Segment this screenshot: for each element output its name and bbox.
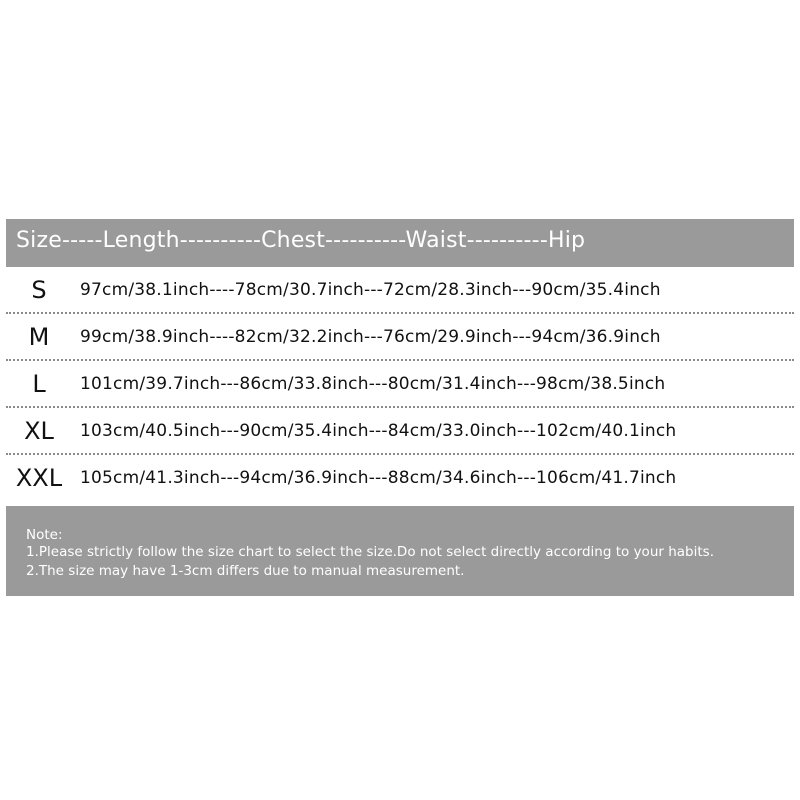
size-label: XL — [24, 417, 54, 445]
size-chart-header-text: Size-----Length----------Chest----------Waist----------Hip — [16, 228, 586, 253]
size-row-s — [6, 268, 794, 314]
row-divider — [6, 312, 794, 314]
size-measurements: 97cm/38.1inch----78cm/30.7inch---72cm/28.3inch---90cm/35.4inch — [80, 280, 661, 300]
row-divider — [6, 359, 794, 361]
size-label: S — [31, 276, 47, 304]
row-divider — [6, 406, 794, 408]
size-row-m — [6, 315, 794, 361]
size-measurements: 101cm/39.7inch---86cm/33.8inch---80cm/31.4inch---98cm/38.5inch — [80, 374, 666, 394]
note-line-1: 1.Please strictly follow the size chart to select the size.Do not select directly according to your habits. — [26, 544, 714, 560]
row-divider — [6, 453, 794, 455]
note-title: Note: — [26, 527, 63, 543]
size-measurements: 105cm/41.3inch---94cm/36.9inch---88cm/34.6inch---106cm/41.7inch — [80, 468, 677, 488]
size-chart-header — [6, 219, 794, 267]
size-measurements: 99cm/38.9inch----82cm/32.2inch---76cm/29.9inch---94cm/36.9inch — [80, 327, 661, 347]
note-line-2: 2.The size may have 1-3cm differs due to manual measurement. — [26, 563, 465, 579]
size-measurements: 103cm/40.5inch---90cm/35.4inch---84cm/33.0inch---102cm/40.1inch — [80, 421, 677, 441]
size-label: XXL — [15, 464, 63, 492]
size-label: M — [28, 323, 50, 351]
size-label: L — [32, 370, 46, 398]
size-row-xxl — [6, 456, 794, 502]
note-panel — [6, 506, 794, 596]
size-row-l — [6, 362, 794, 408]
size-row-xl — [6, 409, 794, 455]
